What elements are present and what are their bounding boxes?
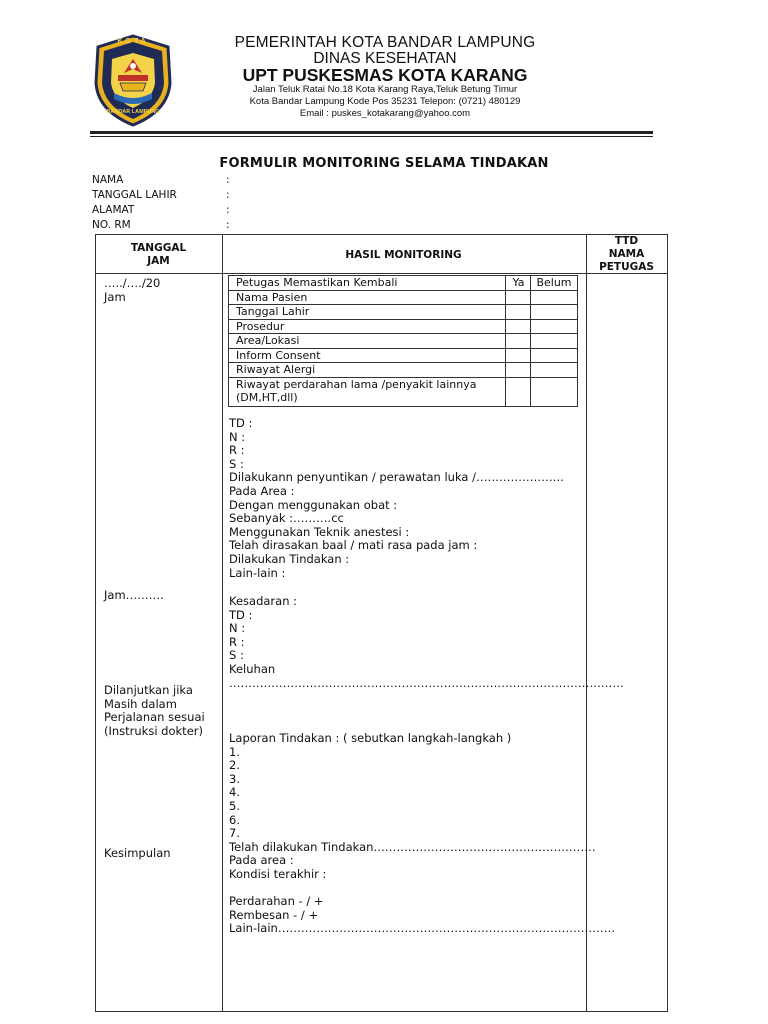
checklist-row: [229, 349, 577, 364]
checklist-item-label: Tanggal Lahir: [236, 305, 310, 318]
checklist-item-label: Area/Lokasi: [236, 334, 300, 347]
lanjut-note: [104, 684, 205, 738]
table-header-divider: [96, 273, 667, 274]
checklist-item-label-line1: Riwayat perdarahan lama /penyakit lainnya: [236, 377, 477, 391]
checklist-item-label-line2: (DM,HT,dll): [236, 391, 298, 405]
form-title: FORMULIR MONITORING SELAMA TINDAKAN: [219, 156, 549, 171]
monitoring-line: ………………………………………………………………………………………….: [229, 675, 624, 690]
checklist-header-belum: Belum: [530, 276, 577, 290]
monitoring-line: TD :: [229, 607, 253, 622]
header-divider-thick: [90, 131, 653, 134]
header-address-line1: Jalan Teluk Ratai No.18 Kota Karang Raya,Teluk Betung Timur: [252, 84, 518, 95]
checklist-header-row: [229, 276, 577, 291]
monitoring-line: Dengan menggunakan obat :: [229, 497, 398, 512]
monitoring-line: Dilakukan Tindakan :: [229, 551, 350, 566]
checklist-belum-box[interactable]: [530, 378, 577, 406]
monitoring-line: Kondisi terakhir :: [229, 866, 327, 881]
header-email: Email : puskes_kotakarang@yahoo.com: [299, 108, 471, 119]
monitoring-line: R :: [229, 634, 245, 649]
checklist-ya-box[interactable]: [505, 363, 531, 377]
checklist-belum-box[interactable]: [530, 363, 577, 377]
table-divider-col1: [222, 235, 223, 1011]
monitoring-line: R :: [229, 443, 245, 458]
monitoring-line: 1.: [229, 744, 240, 759]
field-sep-alamat: :: [226, 204, 230, 216]
monitoring-line: Lain-lain :: [229, 565, 286, 580]
lanjut-line2: Masih dalam: [104, 696, 177, 711]
monitoring-line: Rembesan - / +: [229, 907, 319, 922]
lanjut-line4: (Instruksi dokter): [104, 723, 203, 738]
header-government: PEMERINTAH KOTA BANDAR LAMPUNG: [234, 34, 536, 51]
checklist-row: [229, 291, 577, 306]
checklist-belum-box[interactable]: [530, 349, 577, 363]
lanjut-line3: Perjalanan sesuai: [104, 710, 205, 725]
col-header-ttd-line1: TTD: [614, 235, 639, 247]
monitoring-line: Pada area :: [229, 853, 294, 868]
monitoring-line: Pada Area :: [229, 483, 295, 498]
checklist-belum-box[interactable]: [530, 291, 577, 305]
monitoring-line: Menggunakan Teknik anestesi :: [229, 524, 410, 539]
checklist-row: [229, 334, 577, 349]
checklist-row: [229, 320, 577, 335]
checklist-header-label: Petugas Memastikan Kembali: [236, 276, 398, 289]
field-sep-no-rm: :: [226, 219, 230, 231]
checklist-ya-box[interactable]: [505, 320, 531, 334]
monitoring-line: [229, 882, 615, 896]
checklist-ya-box[interactable]: [505, 334, 531, 348]
field-label-no-rm: NO. RM: [92, 219, 131, 231]
checklist-belum-box[interactable]: [530, 305, 577, 319]
city-logo: [90, 33, 176, 129]
monitoring-line: Dilakukann penyuntikan / perawatan luka /…………………..: [229, 470, 564, 485]
monitoring-line: Keluhan: [229, 661, 276, 676]
field-label-alamat: ALAMAT: [92, 204, 135, 216]
checklist-item-label: Nama Pasien: [236, 290, 308, 304]
checklist-header-ya: Ya: [505, 276, 531, 290]
monitoring-line: Telah dilakukan Tindakan………………………………………………….: [229, 839, 596, 854]
monitoring-line: 5.: [229, 798, 240, 813]
monitoring-line: N :: [229, 429, 246, 444]
field-label-tanggal-lahir: TANGGAL LAHIR: [92, 189, 177, 201]
monitoring-line: N :: [229, 621, 246, 636]
checklist-belum-box[interactable]: [530, 320, 577, 334]
jam-label-1: Jam: [104, 290, 126, 304]
col-header-ttd: [586, 235, 667, 274]
kesimpulan-label: Kesimpulan: [104, 846, 171, 860]
checklist-ya-box[interactable]: [505, 305, 531, 319]
monitoring-line: 2.: [229, 758, 240, 773]
field-label-nama: NAMA: [92, 174, 124, 186]
header-institution: UPT PUSKESMAS KOTA KARANG: [242, 65, 528, 85]
logo-top-text: KOTA: [117, 38, 149, 45]
monitoring-line: Lain-lain…………………………………………………………………………….: [229, 921, 615, 936]
monitoring-block-consciousness: [229, 595, 624, 690]
monitoring-line: 4.: [229, 785, 240, 800]
checklist-item-label: Riwayat Alergi: [236, 363, 316, 376]
checklist-row: [229, 378, 577, 406]
jam-label-2: Jam……….: [104, 588, 164, 602]
logo-bottom-text: BANDAR LAMPUNG: [106, 109, 160, 115]
monitoring-line: 7.: [229, 826, 240, 841]
monitoring-line: Laporan Tindakan : ( sebutkan langkah-langkah ): [229, 731, 512, 745]
monitoring-line: Kesadaran :: [229, 594, 298, 608]
monitoring-line: 6.: [229, 812, 240, 827]
monitoring-block-report: [229, 732, 615, 936]
monitoring-block-vitals-procedure: [229, 417, 564, 580]
monitoring-line: Sebanyak :……….cc: [229, 511, 344, 526]
col-header-tanggal: TANGGAL: [130, 242, 187, 254]
checklist-ya-box[interactable]: [505, 378, 531, 406]
checklist-ya-box[interactable]: [505, 349, 531, 363]
field-sep-nama: :: [226, 174, 230, 186]
monitoring-line: TD :: [229, 416, 253, 430]
monitoring-line: S :: [229, 456, 244, 471]
checklist-row: [229, 305, 577, 320]
header-address-line2: Kota Bandar Lampung Kode Pos 35231 Telepon: (0721) 480129: [249, 96, 521, 107]
col-header-tanggal-jam: [96, 242, 221, 268]
col-header-ttd-line2: NAMA: [608, 248, 645, 260]
header-divider-thin: [90, 136, 653, 137]
monitoring-line: Perdarahan - / +: [229, 894, 324, 909]
header-department: DINAS KESEHATAN: [313, 50, 457, 67]
monitoring-line: 3.: [229, 771, 240, 786]
col-header-jam: JAM: [147, 255, 170, 267]
checklist-row: [229, 363, 577, 378]
field-sep-tanggal-lahir: :: [226, 189, 230, 201]
checklist-ya-box[interactable]: [505, 291, 531, 305]
checklist-item-label: Inform Consent: [236, 348, 321, 362]
checklist-belum-box[interactable]: [530, 334, 577, 348]
date-placeholder: …../…./20: [104, 276, 161, 290]
col-header-hasil-monitoring: HASIL MONITORING: [345, 249, 462, 261]
col-header-ttd-line3: PETUGAS: [599, 261, 654, 273]
monitoring-line: Telah dirasakan baal / mati rasa pada jam :: [229, 538, 478, 553]
checklist-item-label: Prosedur: [236, 319, 285, 333]
checklist-item-label: [236, 378, 501, 405]
lanjut-line1: Dilanjutkan jika: [104, 683, 193, 697]
verification-checklist: [228, 275, 578, 407]
monitoring-line: S :: [229, 648, 244, 663]
